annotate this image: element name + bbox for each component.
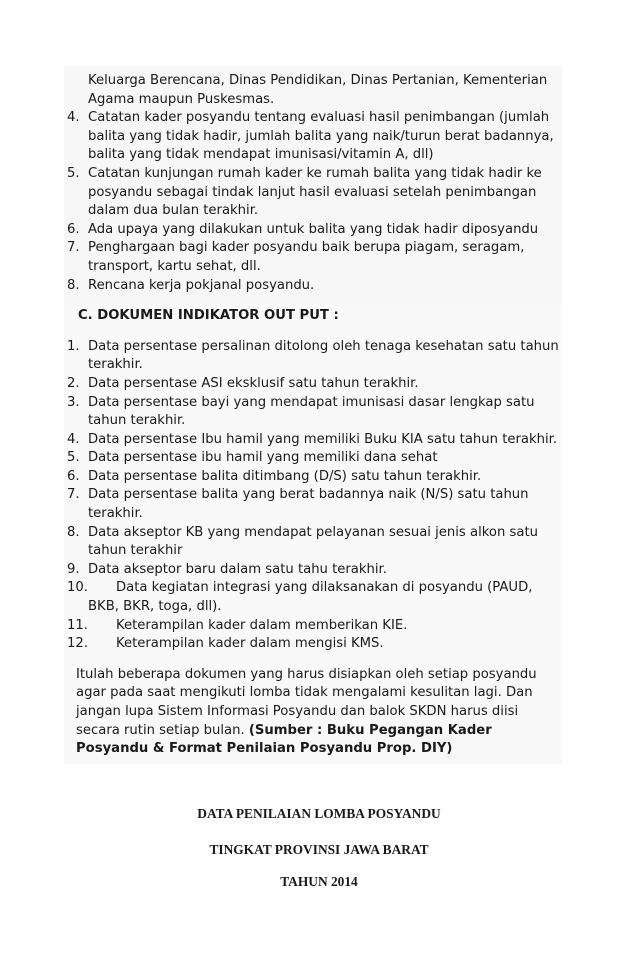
list-item [0,617,638,636]
list-number: 4. [67,110,80,126]
list-item [0,431,638,450]
list-number: 4. [67,431,80,447]
list-item [0,109,638,165]
list-text: Catatan kader posyandu tentang evaluasi hasil penimbangan (jumlah balita yang tidak hadir, jumlah balita yang naik/turun berat badannya, balita yang tidak mendapat imunisasi/vitamin A, dll) [88,110,554,163]
intro-line-1: Keluarga Berencana, Dinas Pendidikan, Dinas Pertanian, Kementerian [88,73,548,88]
list-text: Data akseptor baru dalam satu tahu terakhir. [88,561,387,577]
list-text: Keterampilan kader dalam memberikan KIE. [116,617,408,633]
list-number: 7. [67,487,80,503]
list-number: 10. [67,580,88,596]
list-item [0,524,638,561]
list-text: Data persentase balita yang berat badannya naik (N/S) satu tahun terakhir. [88,487,529,522]
list-text: Data persentase Ibu hamil yang memiliki Buku KIA satu tahun terakhir. [88,431,558,447]
intro-continuation [0,72,638,109]
assessment-subtitle: TINGKAT PROVINSI JAWA BARAT [209,842,429,857]
list-item [0,394,638,431]
list-item [0,561,638,580]
list-text: Rencana kerja pokjanal posyandu. [88,277,315,293]
list-number: 8. [67,524,80,540]
list-item [0,468,638,487]
list-text: Data persentase bayi yang mendapat imunisasi dasar lengkap satu tahun terakhir. [88,394,535,429]
intro-line-2: Agama maupun Puskesmas. [88,91,275,107]
list-number: 6. [67,468,80,484]
list-item [0,165,638,221]
list-text: Data persentase ASI eksklusif satu tahun terakhir. [88,375,419,391]
list-item [0,277,638,296]
source-citation: (Sumber : Buku Pegangan Kader Posyandu & Format Penilaian Posyandu Prop. DIY) [76,722,492,757]
list-number: 7. [67,240,80,256]
list-number: 6. [67,221,80,237]
list-text: Data persentase persalinan ditolong oleh tenaga kesehatan satu tahun terakhir. [88,338,559,373]
list-item [0,579,638,616]
list-item [0,221,638,240]
list-item [0,635,638,654]
indicator-list-a [0,109,638,295]
list-number: 1. [67,338,80,354]
list-item [0,449,638,468]
list-text: Data persentase ibu hamil yang memiliki dana sehat [88,450,438,466]
list-text: Keterampilan kader dalam mengisi KMS. [116,636,384,652]
document-content [0,72,638,759]
list-item [0,338,638,375]
list-text: Catatan kunjungan rumah kader ke rumah balita yang tidak hadir ke posyandu sebagai tindak lanjut hasil evaluasi setelah penimbangan dalam dua bulan terakhir. [88,165,542,219]
list-number: 2. [67,375,80,391]
list-number: 12. [67,636,88,652]
list-item [0,239,638,276]
list-number: 5. [67,165,80,181]
list-number: 9. [67,561,80,577]
assessment-year: TAHUN 2014 [280,874,358,889]
section-heading: C. DOKUMEN INDIKATOR OUT PUT : [78,308,339,324]
indicator-list-b [0,338,638,654]
list-text: Penghargaan bagi kader posyandu baik berupa piagam, seragam, transport, kartu sehat, dll. [88,240,525,274]
closing-text: Itulah beberapa dokumen yang harus disiapkan oleh setiap posyandu agar pada saat mengikuti lomba tidak mengalami kesulitan lagi. Dan jangan lupa Sistem Informasi Posyandu dan balok SKDN harus diisi secara rutin setiap bulan. [76,666,537,738]
list-number: 11. [67,617,88,633]
list-text: Data akseptor KB yang mendapat pelayanan sesuai jenis alkon satu tahun terakhir [88,524,539,559]
list-item [0,375,638,394]
list-text: Data kegiatan integrasi yang dilaksanakan di posyandu (PAUD, BKB, BKR, toga, dll). [88,580,533,615]
list-number: 5. [67,450,80,466]
assessment-title: DATA PENILAIAN LOMBA POSYANDU [197,806,441,821]
list-item [0,486,638,523]
list-number: 3. [67,394,80,410]
closing-paragraph [0,666,638,759]
list-number: 8. [67,277,80,293]
list-text: Data persentase balita ditimbang (D/S) satu tahun terakhir. [88,468,482,484]
list-text: Ada upaya yang dilakukan untuk balita yang tidak hadir diposyandu [88,221,539,237]
